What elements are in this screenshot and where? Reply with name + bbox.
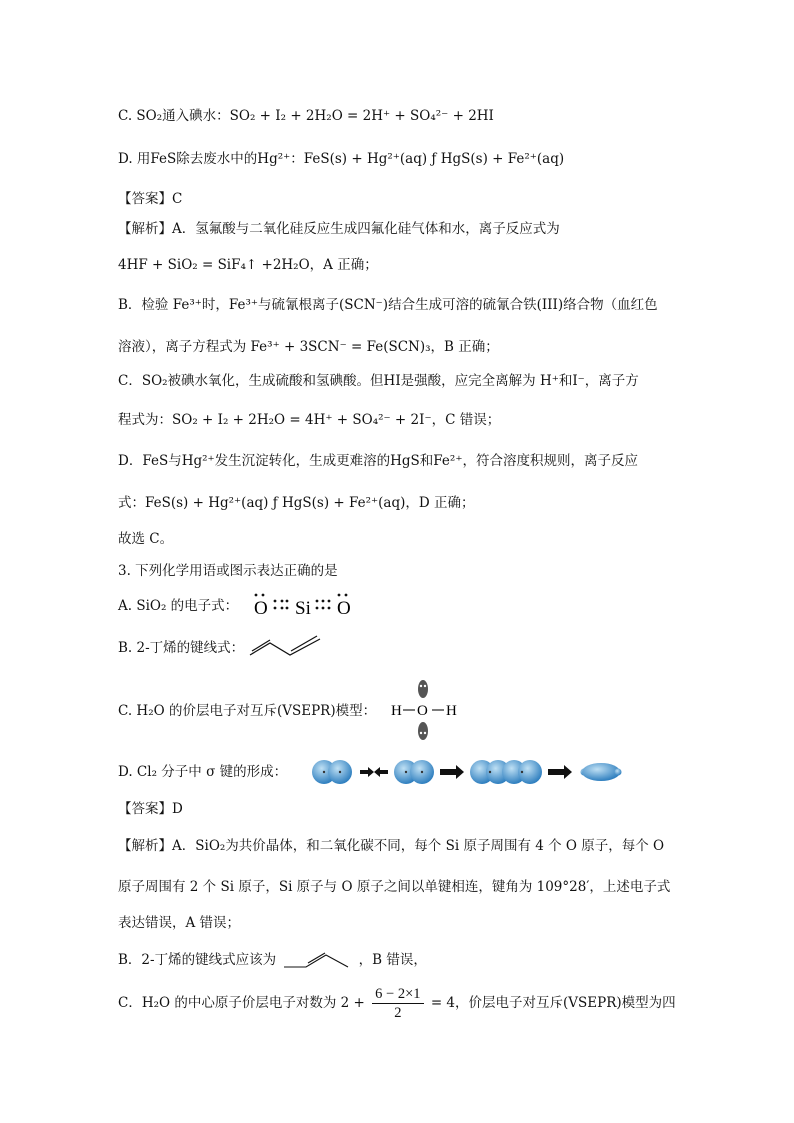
fraction (372, 985, 423, 1022)
option-c-label: C. H₂O 的价层电子对互斥(VSEPR)模型： (118, 703, 377, 719)
o-right-symbol: O (337, 598, 351, 619)
option-b-label: B. 2-丁烯的键线式： (118, 640, 245, 656)
arrow-right-icon-2 (548, 765, 572, 779)
sigma-bond-orbital (581, 763, 622, 781)
conclusion-line: 故选 C。 (118, 531, 174, 547)
explanation2-c-text: C．H₂O 的中心原子价层电子对数为 2 + (118, 995, 365, 1011)
explanation2-c-line (118, 984, 676, 1022)
option-d-line: D. 用FeS除去废水中的Hg²⁺：FeS(s) + Hg²⁺(aq) ƒ HgS(s) + Fe²⁺(aq) (118, 151, 565, 167)
explanation-d-line-2: 式：FeS(s) + Hg²⁺(aq) ƒ HgS(s) + Fe²⁺(aq)，D 正确； (118, 495, 475, 511)
explanation2-b-text: B．2-丁烯的键线式应该为 (118, 952, 277, 968)
explanation2-a-line-1: 【解析】A．SiO₂为共价晶体，和二氧化碳不同，每个 Si 原子周围有 4 个 O 原子，每个 O (118, 838, 665, 854)
cl2-sigma-bond-diagram (310, 757, 626, 787)
answer-line-2: 【答案】D (118, 801, 183, 817)
fraction-denominator: 2 (394, 1005, 402, 1021)
explanation2-a-line-2: 原子周围有 2 个 Si 原子，Si 原子与 O 原子之间以单键相连，键角为 109°28′，上述电子式 (118, 879, 671, 895)
o-center-symbol: O (417, 703, 428, 719)
answer-line-1: 【答案】C (118, 191, 183, 207)
explanation2-b-line (118, 950, 427, 971)
si-symbol: Si (295, 598, 311, 619)
explanation2-c-tail: = 4，价层电子对互斥(VSEPR)模型为四 (430, 995, 676, 1011)
o-left-symbol: O (254, 598, 268, 619)
arrow-right-icon (440, 765, 464, 779)
sio2-electron-formula (252, 590, 362, 622)
h-left-symbol: H (391, 703, 402, 719)
arrow-toward-icon (360, 767, 388, 777)
option-b-skeletal-formula (246, 631, 326, 659)
explanation2-a-line-3: 表达错误，A 错误； (118, 915, 241, 931)
question-3-stem: 3. 下列化学用语或图示表达正确的是 (118, 563, 338, 579)
explanation-d-line-1: D．FeS与Hg²⁺发生沉淀转化，生成更难溶的HgS和Fe²⁺，符合溶度积规则，离子反应 (118, 453, 638, 469)
h-right-symbol: H (446, 703, 457, 719)
explanation-b-line-2: 溶液），离子方程式为 Fe³⁺ + 3SCN⁻ = Fe(SCN)₃，B 正确； (118, 339, 499, 355)
orbital-pair-1 (312, 760, 352, 784)
lone-pair-lobe-top (418, 680, 428, 698)
explanation2-b-tail: ，B 错误， (358, 952, 427, 968)
option-a-label: A. SiO₂ 的电子式： (118, 598, 239, 614)
explanation-c-line-2: 程式为：SO₂ + I₂ + 2H₂O = 4H⁺ + SO₄²⁻ + 2I⁻，C 错误； (118, 412, 501, 428)
option-d-label: D. Cl₂ 分子中 σ 键的形成： (118, 764, 288, 780)
equation-a-line: 4HF + SiO₂ = SiF₄↑ +2H₂O，A 正确； (118, 257, 378, 273)
lone-pair-lobe-bottom (418, 722, 428, 740)
orbital-overlap (470, 760, 542, 784)
h2o-vsepr-model (388, 678, 464, 742)
option-c-line: C. SO₂通入碘水：SO₂ + I₂ + 2H₂O = 2H⁺ + SO₄²⁻ + 2HI (118, 108, 494, 124)
fraction-numerator: 6 − 2×1 (372, 985, 423, 1004)
explanation-b-line-1: B．检验 Fe³⁺时，Fe³⁺与硫氰根离子(SCN⁻)结合生成可溶的硫氰合铁(III)络合物（血红色 (118, 297, 658, 313)
correct-skeletal-formula (282, 951, 352, 971)
explanation-c-line-1: C．SO₂被碘水氧化，生成硫酸和氢碘酸。但HI是强酸，应完全离解为 H⁺和I⁻，离子方 (118, 373, 639, 389)
orbital-pair-2 (394, 760, 434, 784)
explanation-a-line: 【解析】A．氢氟酸与二氧化硅反应生成四氟化硅气体和水，离子反应式为 (118, 221, 560, 237)
